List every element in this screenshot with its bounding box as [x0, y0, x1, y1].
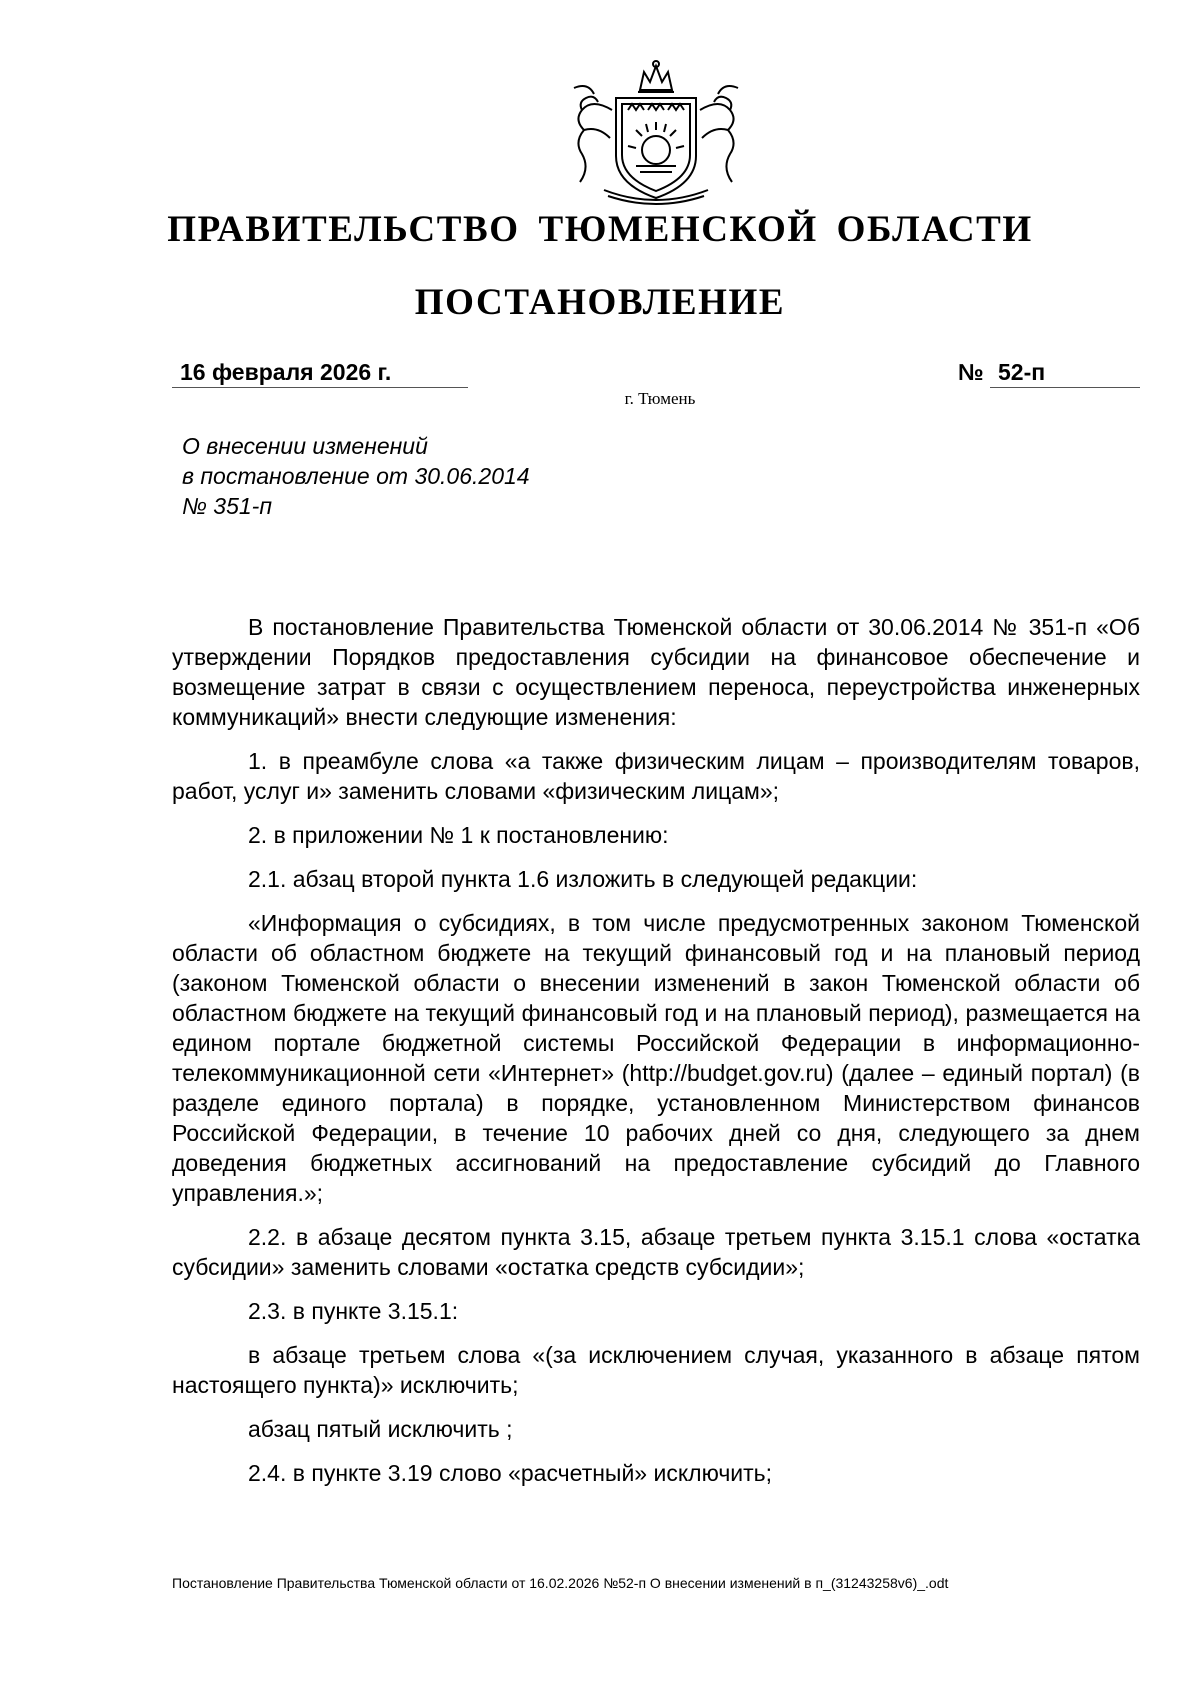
number-sign: №	[958, 359, 984, 385]
government-title: ПРАВИТЕЛЬСТВО ТЮМЕНСКОЙ ОБЛАСТИ	[167, 209, 1033, 250]
body-paragraph: В постановление Правительства Тюменской области от 30.06.2014 № 351-п «Об утверждении Порядков предоставления субсидии на финансовое обеспечение и возмещение затрат в связи с осуществлением переноса, переустройства инженерных коммуникаций» внести следующие изменения:	[172, 614, 1140, 730]
city-name: г. Тюмень	[624, 389, 696, 408]
body-paragraph: 2.3. в пункте 3.15.1:	[248, 1298, 459, 1324]
body-paragraph: 2. в приложении № 1 к постановлению:	[248, 822, 669, 848]
subject-line: О внесении изменений	[182, 433, 428, 459]
body-paragraph: абзац пятый исключить ;	[248, 1416, 513, 1442]
number-field	[990, 359, 1140, 388]
body-paragraph: «Информация о субсидиях, в том числе предусмотренных законом Тюменской области об областном бюджете на текущий финансовый год и на плановый период (законом Тюменской области о внесении изменений в закон Тюменской области об областном бюджете на текущий финансовый год и на плановый период), размещается на едином портале бюджетной системы Российской Федерации в информационно-телекоммуникационной сети «Интернет» (http://budget.gov.ru) (далее – единый портал) (в разделе единого портала) в порядке, установленном Министерством финансов Российской Федерации, в течение 10 рабочих дней со дня, следующего за днем доведения бюджетных ассигнований на предоставление субсидий до Главного управления.»;	[172, 910, 1140, 1206]
subject-line: № 351-п	[182, 493, 272, 519]
document-body	[172, 612, 1140, 1488]
body-paragraph: 2.4. в пункте 3.19 слово «расчетный» исключить;	[248, 1460, 773, 1486]
body-paragraph: 2.1. абзац второй пункта 1.6 изложить в следующей редакции:	[248, 866, 918, 892]
date-field	[172, 359, 468, 388]
body-paragraph: 1. в преамбуле слова «а также физическим лицам – производителям товаров, работ, услуг и» заменить словами «физическим лицам»;	[172, 748, 1140, 804]
document-type: ПОСТАНОВЛЕНИЕ	[414, 282, 786, 323]
body-paragraph: в абзаце третьем слова «(за исключением случая, указанного в абзаце пятом настоящего пункта)» исключить;	[172, 1342, 1140, 1398]
document-number: 52-п	[998, 359, 1046, 385]
body-paragraph: 2.2. в абзаце десятом пункта 3.15, абзаце третьем пункта 3.15.1 слова «остатка субсидии» заменить словами «остатка средств субсидии»;	[172, 1224, 1140, 1280]
document-subject	[182, 431, 530, 521]
coat-of-arms-icon	[544, 58, 768, 206]
subject-line: в постановление от 30.06.2014	[182, 463, 530, 489]
document-date: 16 февраля 2026 г.	[180, 359, 392, 385]
document-footer: Постановление Правительства Тюменской области от 16.02.2026 №52-п О внесении изменений в п_(31243258v6)_.odt	[172, 1575, 949, 1591]
